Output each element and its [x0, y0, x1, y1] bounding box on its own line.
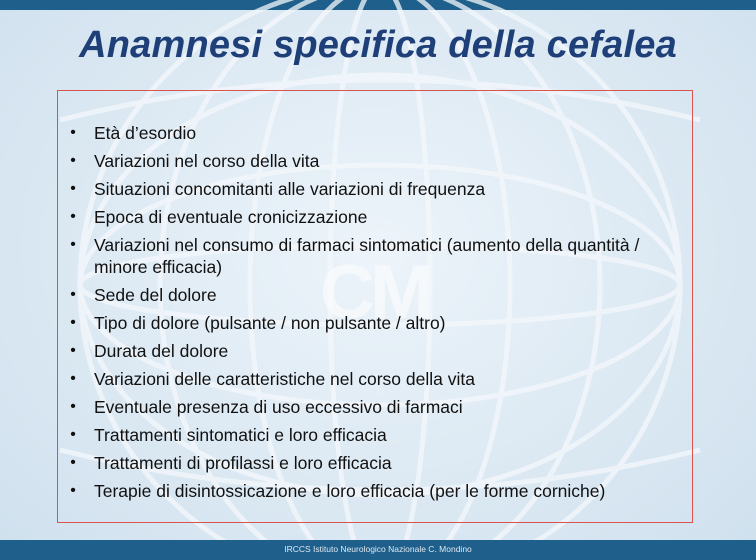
- bullet-icon: •: [70, 286, 76, 303]
- list-item-text: Età d’esordio: [94, 123, 197, 143]
- svg-text:C: C: [320, 250, 375, 335]
- list-item-text: Variazioni delle caratteristiche nel corso della vita: [94, 369, 475, 389]
- list-item: [66, 396, 678, 418]
- list-item-text: Tipo di dolore (pulsante / non pulsante / altro): [94, 313, 446, 333]
- list-item: [66, 206, 678, 228]
- list-item-text: Durata del dolore: [94, 341, 229, 361]
- bullet-icon: •: [70, 426, 76, 443]
- list-item-text: Trattamenti di profilassi e loro efficacia: [94, 453, 392, 473]
- bullet-icon: •: [70, 482, 76, 499]
- list-item-text: Variazioni nel corso della vita: [94, 151, 320, 171]
- list-item-text: Eventuale presenza di uso eccessivo di farmaci: [94, 397, 463, 417]
- list-item-text: Variazioni nel consumo di farmaci sintomatici (aumento della quantità / minore efficacia): [94, 235, 640, 277]
- bullet-icon: •: [70, 152, 76, 169]
- bullet-icon: •: [70, 398, 76, 415]
- bullet-icon: •: [70, 314, 76, 331]
- list-item: [66, 312, 678, 334]
- bullet-list: [66, 122, 678, 508]
- bullet-icon: •: [70, 370, 76, 387]
- list-item-text: Epoca di eventuale cronicizzazione: [94, 207, 368, 227]
- list-item: [66, 122, 678, 144]
- list-item: [66, 452, 678, 474]
- bullet-icon: •: [70, 208, 76, 225]
- bullet-icon: •: [70, 342, 76, 359]
- content-box: [57, 90, 693, 523]
- list-item-text: Terapie di disintossicazione e loro efficacia (per le forme corniche): [94, 481, 606, 501]
- bullet-icon: •: [70, 180, 76, 197]
- list-item: [66, 150, 678, 172]
- list-item: [66, 178, 678, 200]
- list-item: [66, 340, 678, 362]
- list-item: [66, 368, 678, 390]
- bullet-icon: •: [70, 124, 76, 141]
- slide-title: Anamnesi specifica della cefalea: [79, 24, 677, 66]
- bullet-icon: •: [70, 236, 76, 253]
- list-item-text: Situazioni concomitanti alle variazioni di frequenza: [94, 179, 486, 199]
- footer-text: IRCCS Istituto Neurologico Nazionale C. Mondino: [284, 544, 472, 554]
- list-item: [66, 480, 678, 502]
- bullet-icon: •: [70, 454, 76, 471]
- list-item: [66, 234, 678, 278]
- list-item-text: Trattamenti sintomatici e loro efficacia: [94, 425, 387, 445]
- svg-text:M: M: [370, 250, 434, 335]
- list-item-text: Sede del dolore: [94, 285, 217, 305]
- list-item: [66, 284, 678, 306]
- list-item: [66, 424, 678, 446]
